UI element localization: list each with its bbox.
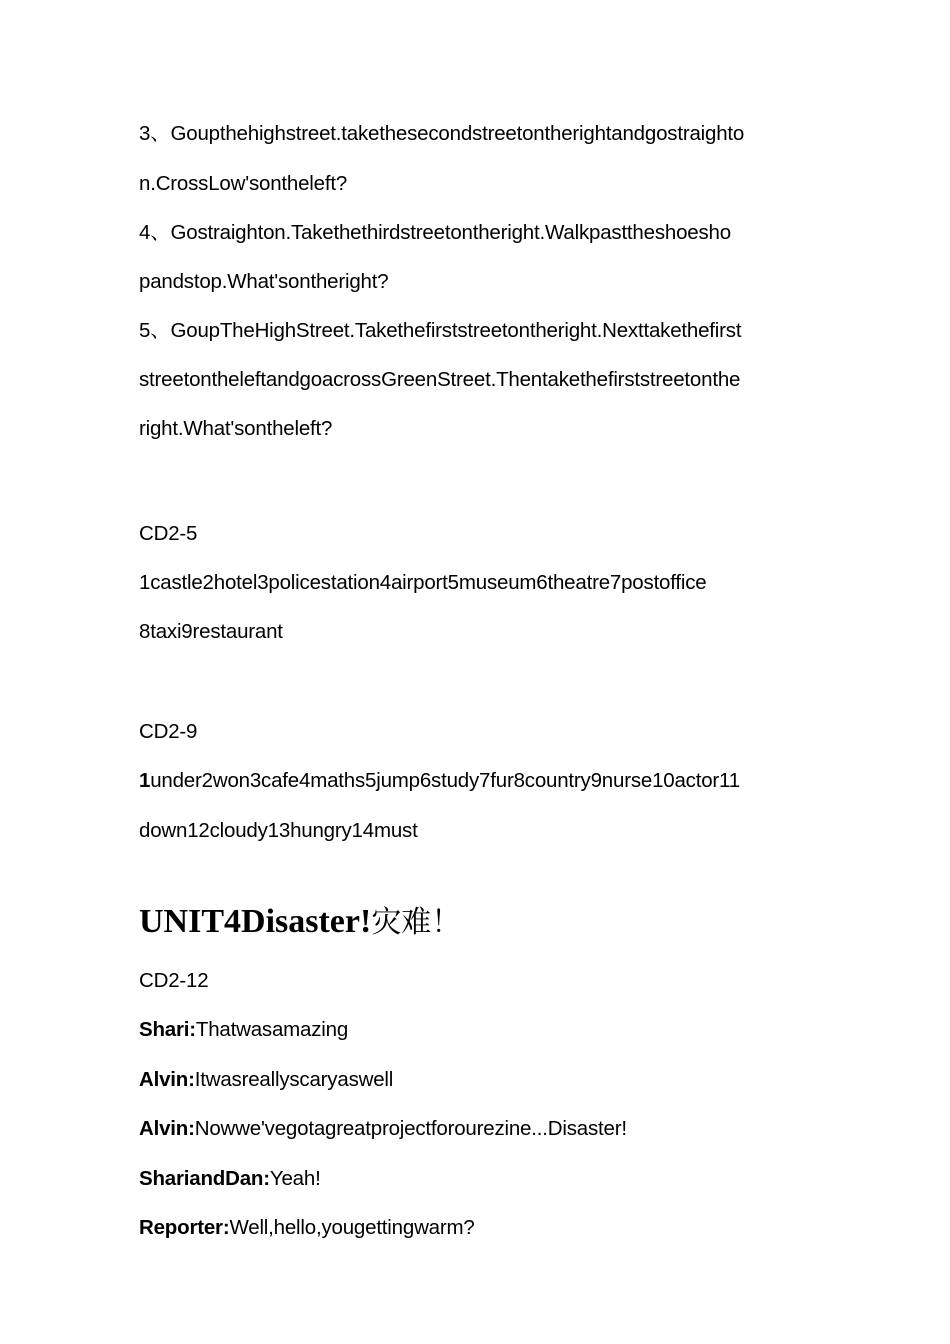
dialogue-text: Yeah!: [269, 1167, 321, 1190]
unit-title: [139, 900, 461, 945]
answer-line: down12cloudy13hungry14must: [139, 819, 418, 842]
dialogue-text: Thatwasamazing: [195, 1018, 349, 1041]
direction-line: 5、GoupTheHighStreet.Takethefirststreetontheright.Nexttakethefirst: [139, 319, 742, 342]
section-heading-cd2-5: CD2-5: [139, 522, 198, 545]
direction-line: streetontheleftandgoacrossGreenStreet.Thentakethefirststreetonthe: [139, 368, 741, 391]
speaker-name: Reporter:: [139, 1216, 230, 1239]
dialogue-text: Itwasreallyscaryaswell: [194, 1068, 394, 1091]
dialogue-text: Well,hello,yougettingwarm?: [229, 1216, 475, 1239]
direction-line: n.CrossLow'sontheleft?: [139, 172, 348, 195]
answer-line: [139, 767, 740, 795]
dialogue-line: [139, 1165, 321, 1193]
answer-line: 1castle2hotel3policestation4airport5museum6theatre7postoffice: [139, 571, 707, 594]
answer-number: 1: [139, 769, 151, 792]
speaker-name: ShariandDan:: [139, 1167, 270, 1190]
speaker-name: Alvin:: [139, 1117, 195, 1140]
answer-text: under2won3cafe4maths5jump6study7fur8country9nurse10actor11: [150, 769, 740, 792]
dialogue-line: [139, 1016, 348, 1044]
section-heading-cd2-9: CD2-9: [139, 720, 198, 743]
dialogue-line: [139, 1115, 627, 1143]
direction-line: right.What'sontheleft?: [139, 417, 333, 440]
unit-title-en: UNIT4Disaster!: [139, 903, 372, 940]
speaker-name: Alvin:: [139, 1068, 195, 1091]
answer-line: 8taxi9restaurant: [139, 620, 283, 643]
direction-line: 4、Gostraighton.Takethethirdstreetontheright.Walkpasttheshoesho: [139, 221, 731, 244]
dialogue-line: [139, 1066, 393, 1094]
section-heading-cd2-12: CD2-12: [139, 969, 209, 992]
direction-line: pandstop.What'sontheright?: [139, 270, 389, 293]
dialogue-text: Nowwe'vegotagreatprojectforourezine...Disaster!: [194, 1117, 627, 1140]
direction-line: 3、Goupthehighstreet.takethesecondstreetontherightandgostraighto: [139, 122, 745, 145]
dialogue-line: [139, 1214, 475, 1242]
speaker-name: Shari:: [139, 1018, 196, 1041]
unit-title-cn: 灾难！: [371, 905, 462, 940]
